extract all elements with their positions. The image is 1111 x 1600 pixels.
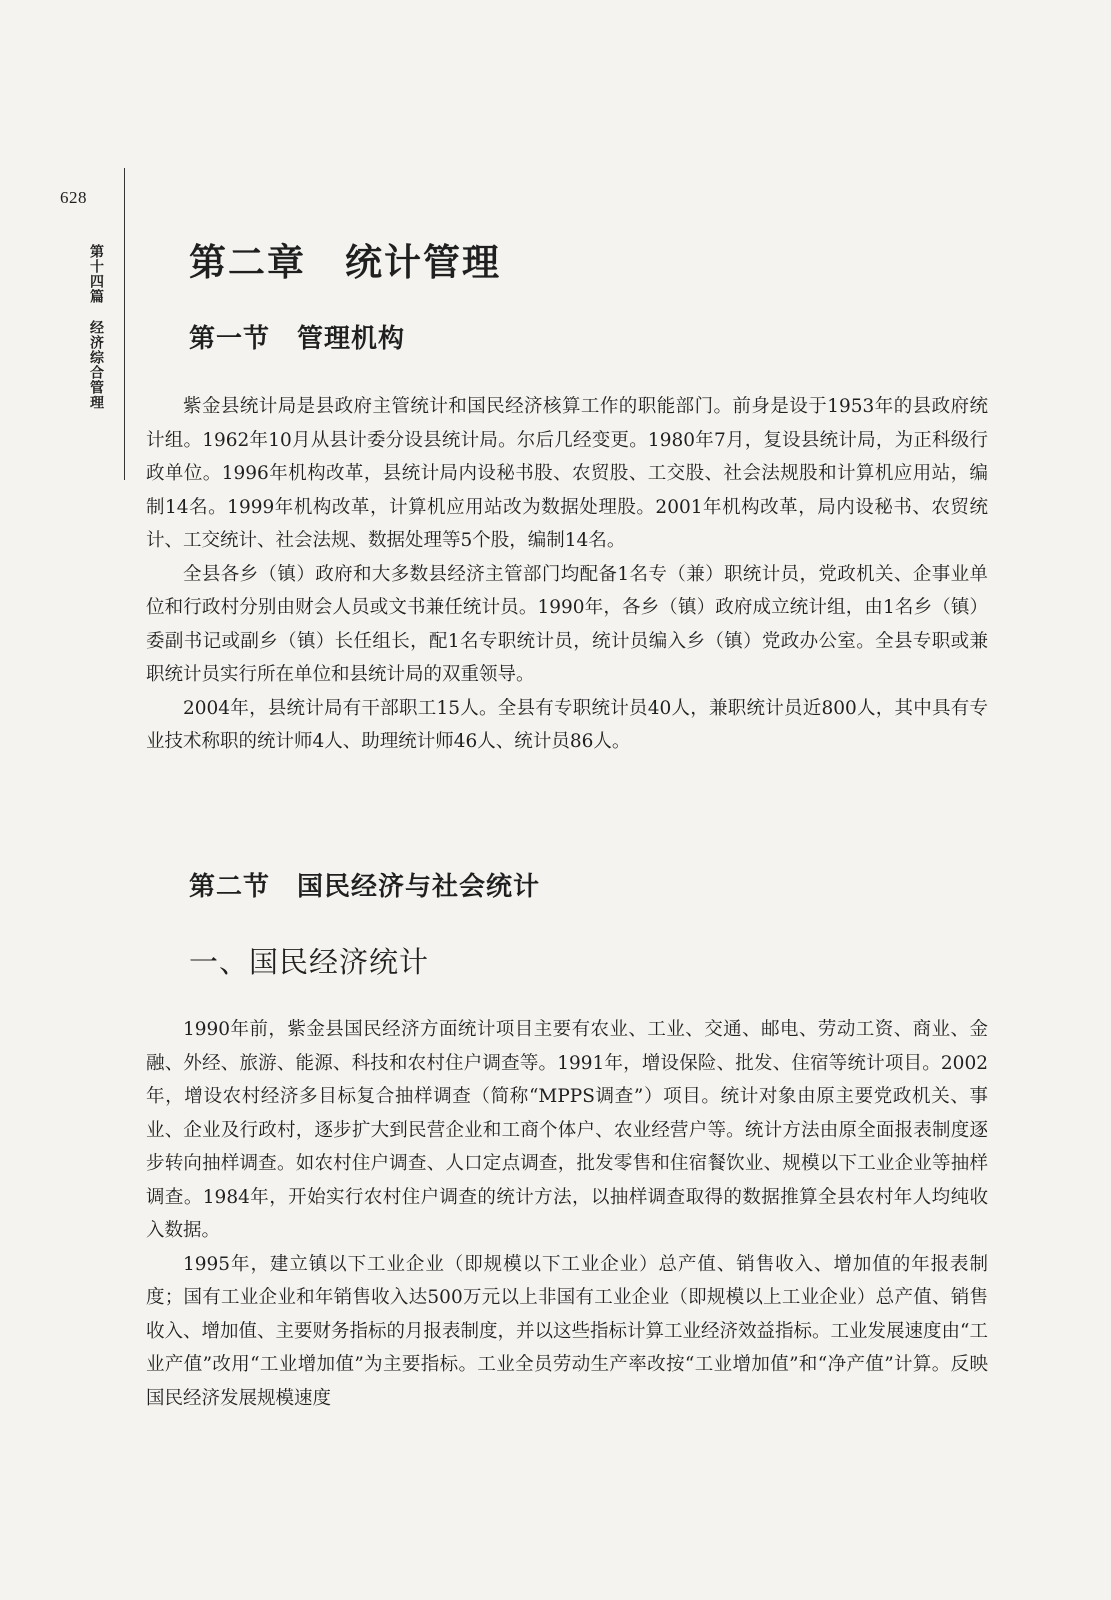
paragraph: 1990年前，紫金县国民经济方面统计项目主要有农业、工业、交通、邮电、劳动工资、商业、金融、外经、旅游、能源、科技和农村住户调查等。1991年，增设保险、批发、住宿等统计项目。2002年，增设农村经济多目标复合抽样调查（简称“MPPS调查”）项目。统计对象由原主要党政机关、事业、企业及行政村，逐步扩大到民营企业和工商个体户、农业经营户等。统计方法由原全面报表制度逐步转向抽样调查。如农村住户调查、人口定点调查，批发零售和住宿餐饮业、规模以下工业企业等抽样调查。1984年，开始实行农村住户调查的统计方法，以抽样调查取得的数据推算全县农村年人均纯收入数据。: [146, 1019, 988, 1241]
running-head-part: 第十四篇: [88, 244, 104, 304]
section-2-body: [146, 1013, 988, 1415]
paragraph: 紫金县统计局是县政府主管统计和国民经济核算工作的职能部门。前身是设于1953年的县政府统计组。1962年10月从县计委分设县统计局。尔后几经变更。1980年7月，复设县统计局，为正科级行政单位。1996年机构改革，县统计局内设秘书股、农贸股、工交股、社会法规股和计算机应用站，编制14名。1999年机构改革，计算机应用站改为数据处理股。2001年机构改革，局内设秘书、农贸统计、工交统计、社会法规、数据处理等5个股，编制14名。: [146, 396, 988, 551]
running-head: [80, 244, 104, 410]
subsection-title: 一、国民经济统计: [189, 945, 430, 979]
section-title-2: 第二节 国民经济与社会统计: [189, 872, 541, 902]
running-head-title: 经济综合管理: [88, 320, 104, 410]
margin-rule: [124, 168, 125, 480]
paragraph: 1995年，建立镇以下工业企业（即规模以下工业企业）总产值、销售收入、增加值的年报表制度；国有工业企业和年销售收入达500万元以上非国有工业企业（即规模以上工业企业）总产值、销售收入、增加值、主要财务指标的月报表制度，并以这些指标计算工业经济效益指标。工业发展速度由“工业产值”改用“工业增加值”为主要指标。工业全员劳动生产率改按“工业增加值”和“净产值”计算。反映国民经济发展规模速度: [146, 1253, 988, 1409]
page-number: 628: [60, 188, 87, 207]
section-title-1: 第一节 管理机构: [189, 324, 406, 354]
paragraph: 全县各乡（镇）政府和大多数县经济主管部门均配备1名专（兼）职统计员，党政机关、企事业单位和行政村分别由财会人员或文书兼任统计员。1990年，各乡（镇）政府成立统计组，由1名乡（镇）委副书记或副乡（镇）长任组长，配1名专职统计员，统计员编入乡（镇）党政办公室。全县专职或兼职统计员实行所在单位和县统计局的双重领导。: [146, 563, 988, 685]
chapter-title: 第二章 统计管理: [189, 241, 501, 284]
section-1-body: [146, 390, 988, 759]
paragraph: 2004年，县统计局有干部职工15人。全县有专职统计员40人，兼职统计员近800人，其中具有专业技术称职的统计师4人、助理统计师46人、统计员86人。: [146, 697, 988, 752]
